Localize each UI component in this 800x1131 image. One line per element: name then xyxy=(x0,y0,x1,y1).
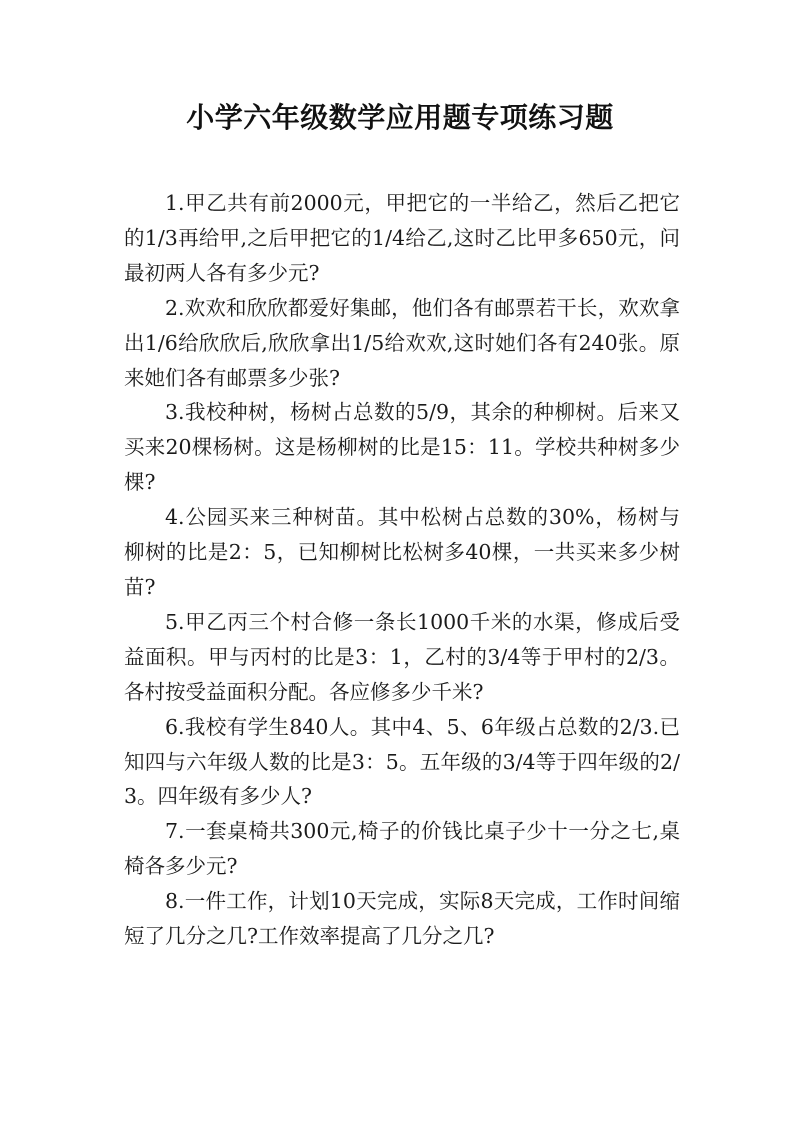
problem-7: 7.一套桌椅共300元,椅子的价钱比桌子少十一分之七,桌椅各多少元? xyxy=(124,819,680,879)
problem-1: 1.甲乙共有前2000元，甲把它的一半给乙，然后乙把它的1/3再给甲,之后甲把它的1/4给乙,这时乙比甲多650元，问最初两人各有多少元? xyxy=(124,191,680,285)
problem-2: 2.欢欢和欣欣都爱好集邮，他们各有邮票若干长，欢欢拿出1/6给欣欣后,欣欣拿出1/5给欢欢,这时她们各有240张。原来她们各有邮票多少张? xyxy=(124,295,680,390)
problem-5: 5.甲乙丙三个村合修一条长1000千米的水渠，修成后受益面积。甲与丙村的比是3：1，乙村的3/4等于甲村的2/3。各村按受益面积分配。各应修多少千米? xyxy=(124,609,680,704)
problem-6: 6.我校有学生840人。其中4、5、6年级占总数的2/3.已知四与六年级人数的比是3：5。五年级的3/4等于四年级的2/3。四年级有多少人? xyxy=(124,714,680,809)
problem-8: 8.一件工作，计划10天完成，实际8天完成，工作时间缩短了几分之几?工作效率提高了几分之几? xyxy=(124,889,680,949)
problem-4: 4.公园买来三种树苗。其中松树占总数的30%，杨树与柳树的比是2：5，已知柳树比松树多40棵，一共买来多少树苗? xyxy=(124,505,680,599)
problem-3: 3.我校种树，杨树占总数的5/9，其余的种柳树。后来又买来20棵杨树。这是杨柳树的比是15：11。学校共种树多少棵? xyxy=(124,400,680,495)
page-title: 小学六年级数学应用题专项练习题 xyxy=(186,101,614,134)
problem-list xyxy=(124,186,680,954)
